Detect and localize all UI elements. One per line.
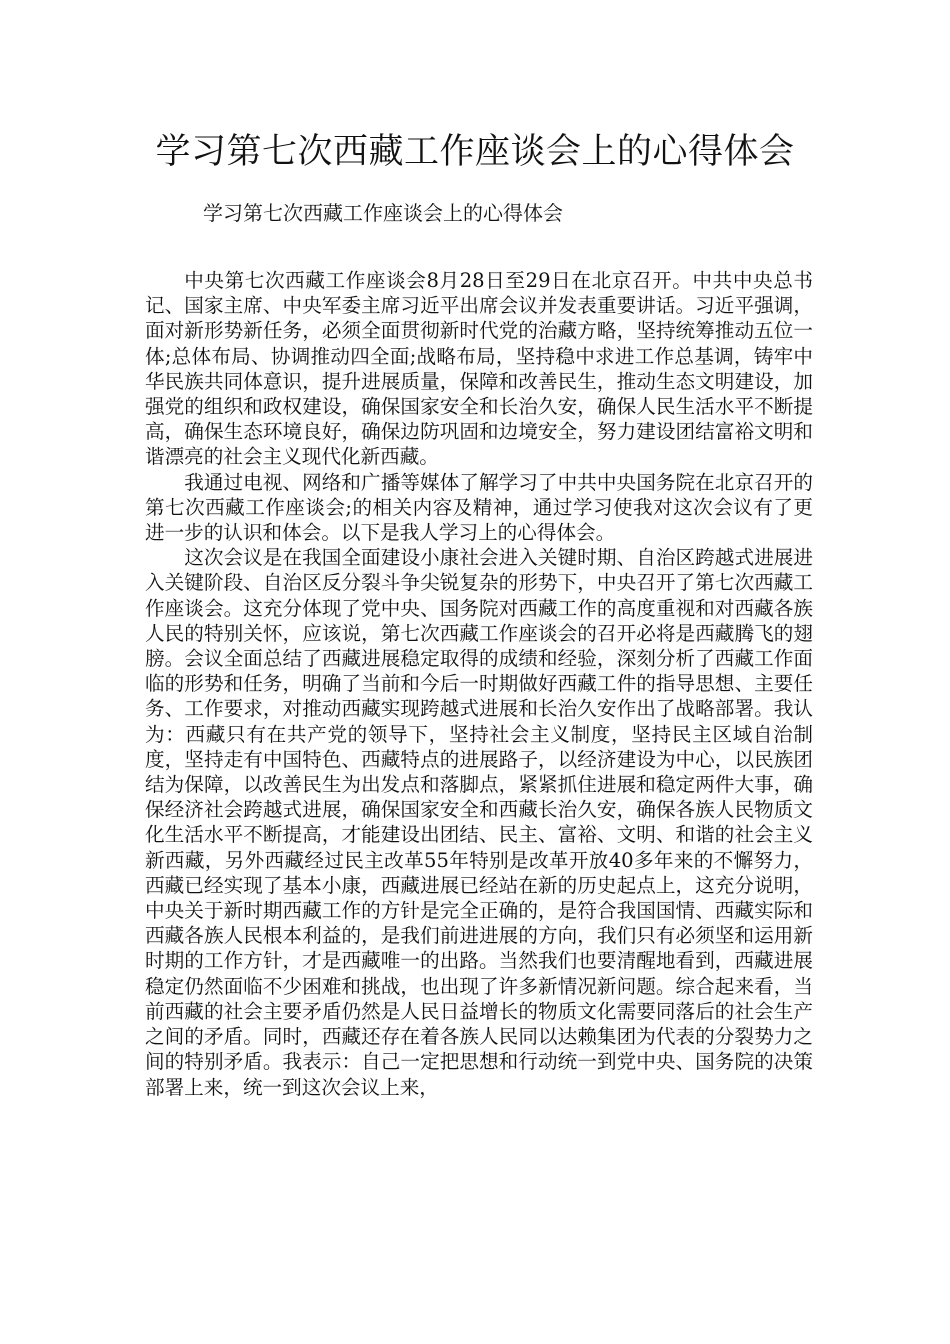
document-subtitle: 学习第七次西藏工作座谈会上的心得体会: [203, 201, 563, 225]
paragraph-learning-intro: 我通过电视、网络和广播等媒体了解学习了中共中央国务院在北京召开的第七次西藏工作座谈会;的相关内容及精神，通过学习使我对这次会议有了更进一步的认识和体会。以下是我人学习上的心得体会。: [145, 470, 813, 545]
document-body: [145, 268, 813, 1100]
document-title: 学习第七次西藏工作座谈会上的心得体会: [155, 132, 795, 172]
paragraph-reflection: 这次会议是在我国全面建设小康社会进入关键时期、自治区跨越式进展进入关键阶段、自治区反分裂斗争尖锐复杂的形势下，中央召开了第七次西藏工作座谈会。这充分体现了党中央、国务院对西藏工作的高度重视和对西藏各族人民的特别关怀，应该说，第七次西藏工作座谈会的召开必将是西藏腾飞的翅膀。会议全面总结了西藏进展稳定取得的成绩和经验，深刻分析了西藏工作面临的形势和任务，明确了当前和今后一时期做好西藏工件的指导思想、主要任务、工作要求，对推动西藏实现跨越式进展和长治久安作出了战略部署。我认为：西藏只有在共产党的领导下，坚持社会主义制度，坚持民主区域自治制度，坚持走有中国特色、西藏特点的进展路子，以经济建设为中心，以民族团结为保障，以改善民生为出发点和落脚点，紧紧抓住进展和稳定两件大事，确保经济社会跨越式进展，确保国家安全和西藏长治久安，确保各族人民物质文化生活水平不断提高，才能建设出团结、民主、富裕、文明、和谐的社会主义新西藏，另外西藏经过民主改革55年特别是改革开放40多年来的不懈努力，西藏已经实现了基本小康，西藏进展已经站在新的历史起点上，这充分说明，中央关于新时期西藏工作的方针是完全正确的，是符合我国国情、西藏实际和西藏各族人民根本利益的，是我们前进进展的方向，我们只有必须坚和运用新时期的工作方针，才是西藏唯一的出路。当然我们也要清醒地看到，西藏进展稳定仍然面临不少困难和挑战，也出现了许多新情况新问题。综合起来看，当前西藏的社会主要矛盾仍然是人民日益增长的物质文化需要同落后的社会生产之间的矛盾。同时，西藏还存在着各族人民同以达赖集团为代表的分裂势力之间的特别矛盾。我表示：自己一定把思想和行动统一到党中央、国务院的决策部署上来，统一到这次会议上来，: [145, 546, 813, 1099]
paragraph-meeting-summary: 中央第七次西藏工作座谈会8月28日至29日在北京召开。中共中央总书记、国家主席、中央军委主席习近平出席会议并发表重要讲话。习近平强调，面对新形势新任务，必须全面贯彻新时代党的治藏方略，坚持统筹推动五位一体;总体布局、协调推动四全面;战略布局，坚持稳中求进工作总基调，铸牢中华民族共同体意识，提升进展质量，保障和改善民生，推动生态文明建设，加强党的组织和政权建设，确保国家安全和长治久安，确保人民生活水平不断提高，确保生态环境良好，确保边防巩固和边境安全，努力建设团结富裕文明和谐漂亮的社会主义现代化新西藏。: [145, 269, 813, 469]
